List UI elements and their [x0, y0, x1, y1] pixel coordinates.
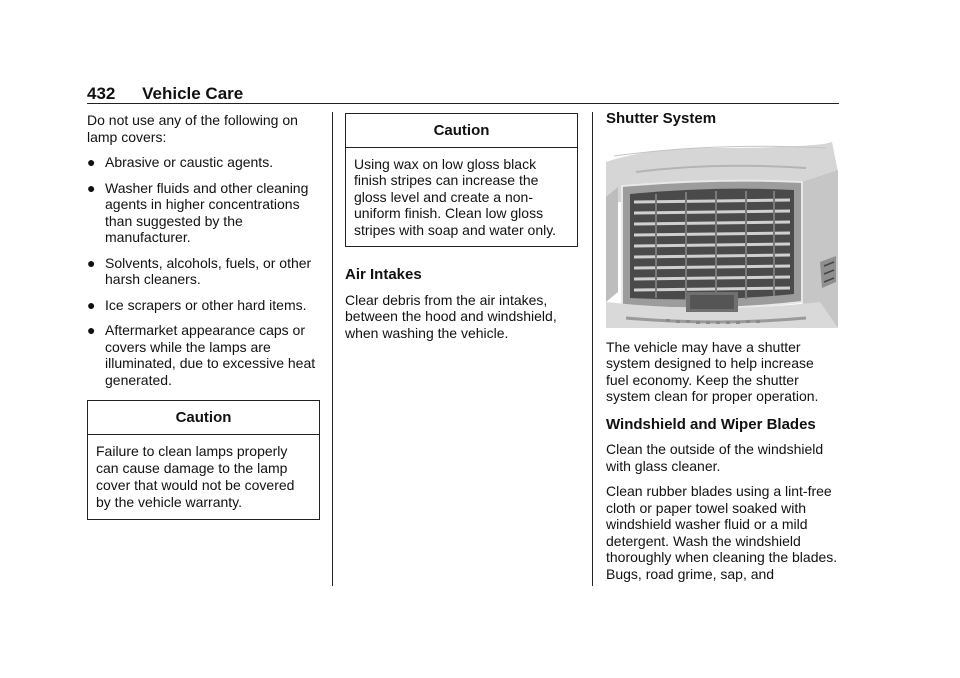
bullet-icon: ● — [87, 254, 96, 271]
windshield-heading: Windshield and Wiper Blades — [606, 415, 816, 433]
page-number: 432 — [87, 84, 116, 103]
front-grille-illustration — [606, 142, 838, 328]
caution-body: Failure to clean lamps properly can cause damage to the lamp cover that would not be covered by the vehicle warranty. — [96, 442, 295, 510]
section-title: Vehicle Care — [142, 84, 244, 103]
bullet-icon: ● — [87, 179, 96, 196]
caution-body: Using wax on low gloss black finish stripes can increase the gloss level and create a non-uniform finish. Clean low gloss stripes with soap and water only. — [354, 155, 557, 238]
column-divider-2 — [592, 112, 593, 586]
bullet-icon: ● — [87, 296, 96, 313]
shutter-system-heading: Shutter System — [606, 110, 717, 127]
lamp-cover-intro: Do not use any of the following on lamp covers: — [87, 112, 298, 145]
bullet-icon: ● — [87, 322, 96, 338]
bullet-item: ● Washer fluids and other cleaning agents in higher concentrations than suggested by the manufacturer. — [87, 179, 309, 245]
bullet-item: ● Solvents, alcohols, fuels, or other harsh cleaners. — [87, 254, 312, 287]
bullet-item: ● Aftermarket appearance caps or covers while the lamps are illuminated, due to excessive heat generated. — [87, 322, 316, 388]
bullet-icon: ● — [87, 154, 96, 170]
column-3 — [606, 111, 840, 591]
page-header — [87, 84, 243, 104]
caution-box-wax — [345, 113, 578, 247]
caution-title: Caution — [88, 401, 319, 435]
column-divider-1 — [332, 112, 333, 586]
windshield-paragraph: Clean rubber blades using a lint-free cloth or paper towel soaked with windshield washer fluid or a mild detergent. Wash the windshield thoroughly when cleaning the blades. Bugs, road grime, sap, and — [606, 483, 838, 582]
bullet-item: ● Abrasive or caustic agents. — [87, 154, 274, 170]
air-intakes-body: Clear debris from the air intakes, between the hood and windshield, when washing the vehicle. — [345, 291, 557, 341]
column-1 — [87, 112, 320, 520]
bullet-item: ● Ice scrapers or other hard items. — [87, 296, 307, 313]
windshield-paragraph: Clean the outside of the windshield with glass cleaner. — [606, 441, 824, 474]
caution-title: Caution — [346, 114, 577, 148]
caution-box-lamps — [87, 400, 320, 520]
header-rule — [87, 103, 839, 104]
air-intakes-heading: Air Intakes — [345, 266, 422, 283]
shutter-system-body: The vehicle may have a shutter system designed to help increase fuel economy. Keep the shutter system clean for proper operation. — [606, 338, 819, 404]
column-2 — [345, 113, 578, 350]
